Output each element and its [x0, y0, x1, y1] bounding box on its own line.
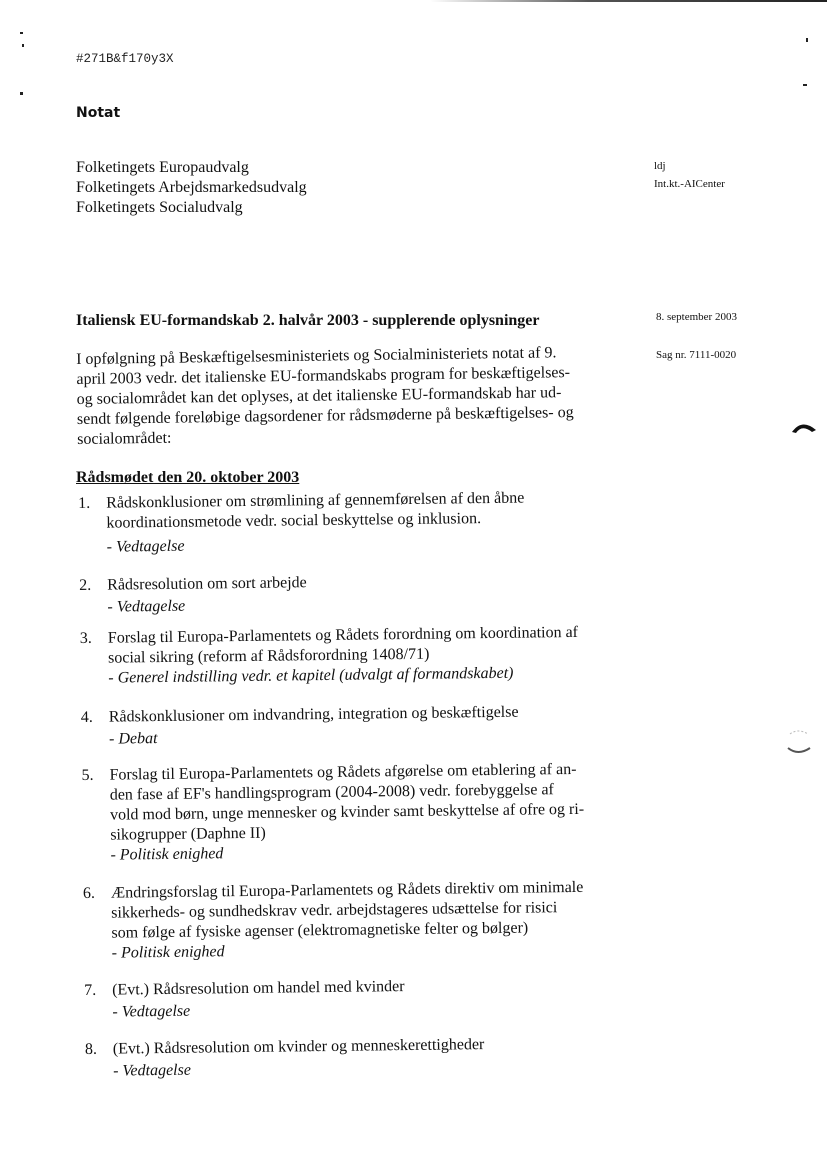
- agenda-item-line: (Evt.) Rådsresolution om handel med kvinder: [112, 978, 405, 999]
- recipient: Folketingets Socialudvalg: [76, 199, 243, 216]
- scan-edge-line: [430, 0, 827, 2]
- agenda-item-line: som følge af fysiske agenser (elektromagnetiske felter og bølger): [111, 919, 529, 942]
- recipient: Folketingets Europaudvalg: [76, 159, 249, 176]
- agenda-item-line: sikogrupper (Daphne II): [110, 824, 266, 844]
- agenda-item-line: sikkerheds- og sundhedskrav vedr. arbejdstageres udsættelse for risici: [111, 899, 558, 922]
- agenda-item-line: den fase af EF's handlingsprogram (2004-2008) vedr. forebyggelse af: [109, 781, 554, 804]
- intro-line: sendt følgende foreløbige dagsordener for rådsmøderne på beskæftigelses- og: [76, 404, 574, 428]
- meeting-title: Rådsmødet den 20. oktober 2003: [76, 469, 300, 486]
- sender-office: Int.kt.-AICenter: [654, 178, 725, 190]
- recipient: Folketingets Arbejdsmarkedsudvalg: [76, 179, 307, 196]
- case-number: Sag nr. 7111-0020: [656, 349, 737, 361]
- scan-speck: [20, 92, 23, 95]
- agenda-item-line: Rådskonklusioner om strømlining af gennemførelsen af den åbne: [106, 489, 525, 512]
- scan-speck: [20, 32, 23, 34]
- scan-hole-mark: [790, 418, 820, 438]
- document-date: 8. september 2003: [656, 311, 737, 323]
- agenda-item-number: 8.: [84, 1040, 97, 1058]
- agenda-item-line: vold mod børn, unge mennesker og kvinder samt beskyttelse af ofre og ri-: [109, 800, 585, 824]
- scan-hole-mark: [786, 728, 812, 756]
- intro-line: april 2003 vedr. det italienske EU-formandskabs program for beskæftigelses-: [76, 364, 571, 388]
- scan-speck: [806, 38, 808, 42]
- intro-line: og socialområdet kan det oplyses, at det italienske EU-formandskab har ud-: [76, 384, 562, 408]
- agenda-item-number: 1.: [78, 494, 91, 512]
- agenda-item: [79, 622, 620, 687]
- agenda-item-line: Ændringsforslag til Europa-Parlamentets og Rådets direktiv om minimale: [110, 878, 584, 902]
- document-id-code: #271B&f170y3X: [76, 52, 174, 66]
- intro-paragraph: [76, 343, 602, 450]
- recipient-list: [76, 158, 307, 218]
- agenda-item-line: Rådskonklusioner om indvandring, integration og beskæftigelse: [108, 703, 519, 726]
- agenda-item-status: - Politisk enighed: [111, 943, 225, 962]
- agenda-item: [80, 701, 621, 748]
- agenda-item-number: 3.: [79, 629, 92, 647]
- agenda-item-line: (Evt.) Rådsresolution om kvinder og menneskerettigheder: [112, 1036, 485, 1058]
- agenda-item: [82, 877, 623, 962]
- agenda-item: [81, 759, 621, 864]
- agenda-item: [78, 487, 618, 556]
- agenda-item-number: 2.: [79, 576, 92, 594]
- agenda-item-status: - Vedtagelse: [106, 537, 185, 556]
- intro-line: socialområdet:: [77, 429, 172, 448]
- agenda-item-status: - Vedtagelse: [112, 1002, 191, 1021]
- agenda-item: [79, 569, 619, 616]
- sender-info: [654, 157, 725, 193]
- agenda-item-number: 6.: [82, 884, 96, 902]
- agenda-item-status: - Debat: [108, 730, 158, 748]
- agenda-item: [84, 1033, 625, 1080]
- agenda-item-line: Forslag til Europa-Parlamentets og Rådets forordning om koordination af: [107, 623, 579, 647]
- agenda-item-line: Forslag til Europa-Parlamentets og Rådets afgørelse om etablering af an-: [109, 760, 577, 784]
- agenda-item-status: - Vedtagelse: [107, 597, 186, 616]
- agenda-item-number: 4.: [80, 708, 93, 726]
- agenda-item-status: - Generel indstilling vedr. et kapitel (udvalgt af formandskabet): [108, 664, 514, 687]
- scan-speck: [803, 84, 807, 86]
- agenda-item-line: koordinationsmetode vedr. social beskyttelse og inklusion.: [106, 510, 482, 532]
- document-type-label: Notat: [76, 105, 121, 121]
- agenda-item-status: - Politisk enighed: [110, 845, 224, 864]
- agenda-item: [84, 974, 624, 1021]
- agenda-item-line: social sikring (reform af Rådsforordning 1408/71): [108, 645, 430, 667]
- scan-speck: [22, 44, 24, 47]
- agenda-item-status: - Vedtagelse: [113, 1061, 191, 1080]
- agenda-item-number: 5.: [81, 766, 94, 784]
- sender-initials: ldj: [654, 160, 666, 172]
- agenda-item-line: Rådsresolution om sort arbejde: [107, 574, 307, 594]
- intro-line: I opfølgning på Beskæftigelsesministeriets og Socialministeriets notat af 9.: [76, 344, 557, 368]
- document-heading: Italiensk EU-formandskab 2. halvår 2003 - supplerende oplysninger: [76, 312, 540, 329]
- agenda-item-number: 7.: [84, 981, 97, 999]
